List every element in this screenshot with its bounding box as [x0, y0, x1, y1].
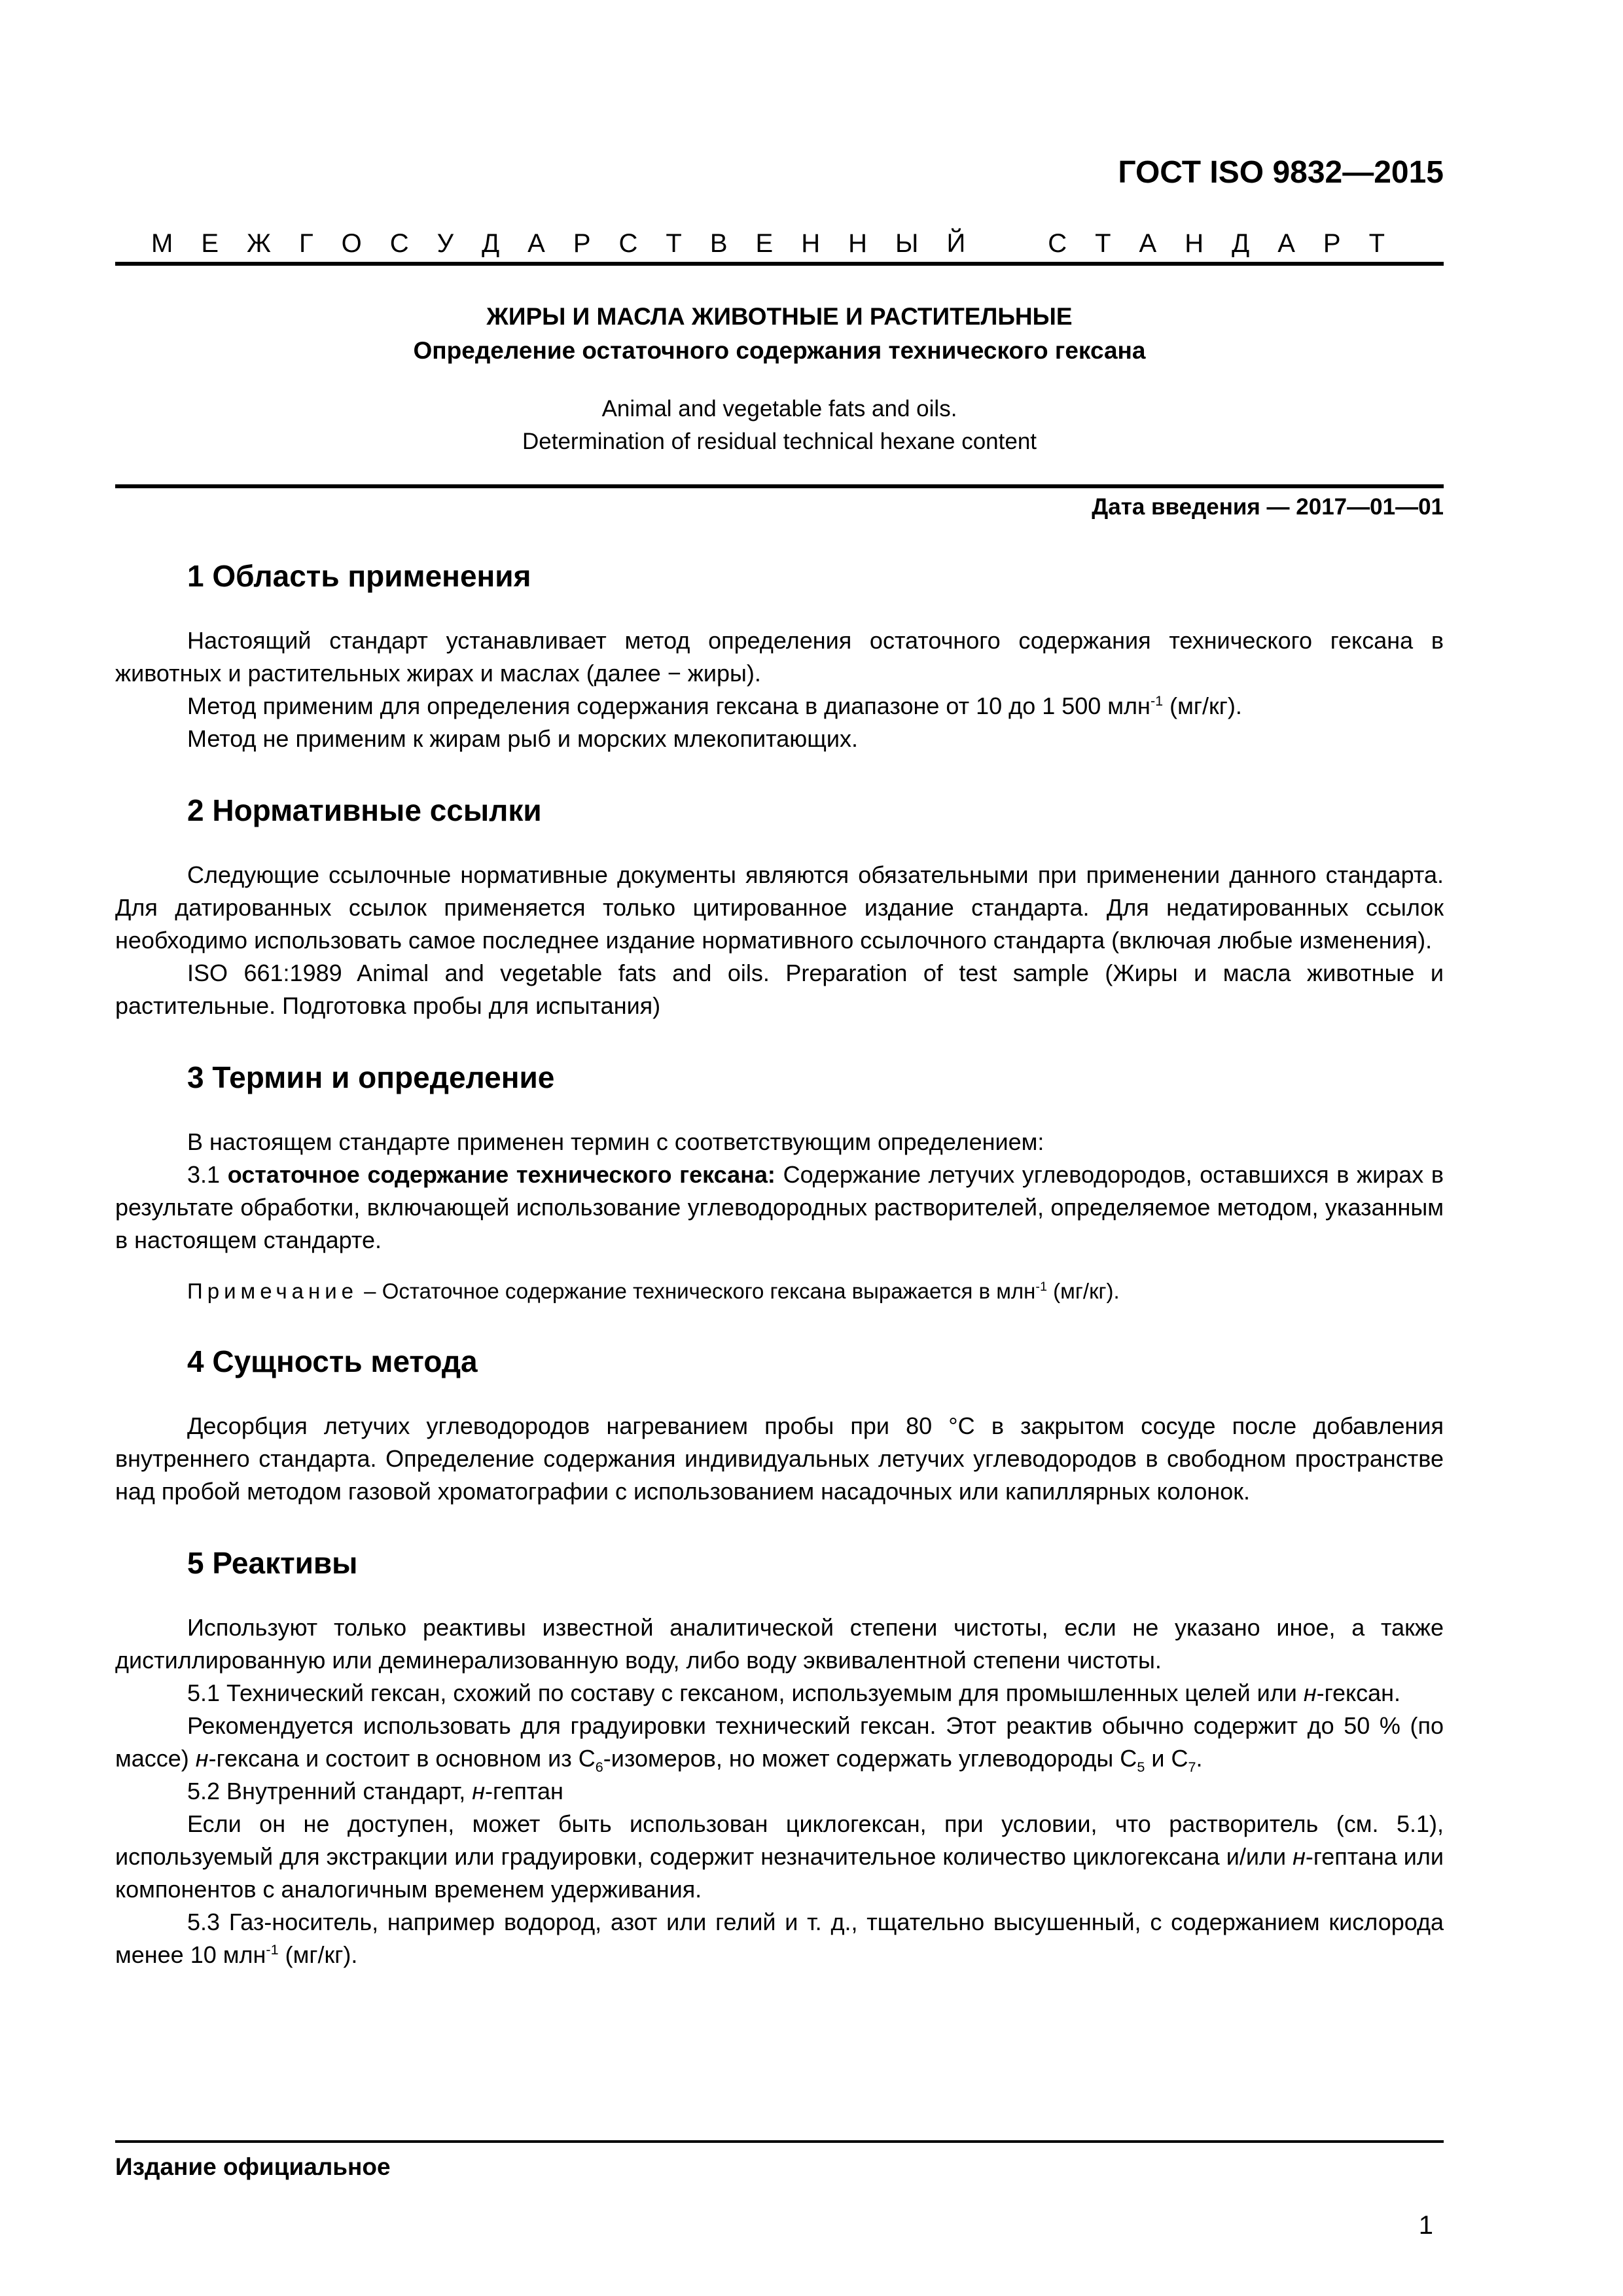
banner-letter: Е [755, 229, 774, 258]
document-id: ГОСТ ISO 9832—2015 [1118, 155, 1444, 190]
banner-letter: Д [482, 229, 500, 258]
banner-letter: Д [1232, 229, 1250, 258]
s5-paragraph-recommend: Рекомендуется использовать для градуировки технический гексан. Этот реактив обычно содержит до 50 % (по массе) н-гексана и состоит в основном из $С_6$-изомеров, но может содержать углеводороды $С_5$ и $С_7$. [115, 1712, 1444, 1776]
banner-letter: Г [298, 229, 313, 258]
banner-letter: С [1048, 229, 1067, 258]
footer-rule [115, 2140, 1444, 2143]
s1-paragraph-1: Настоящий стандарт устанавливает метод определения остаточного содержания технического гексана в животных и растительных жирах и маслах (далее − жиры). [115, 627, 1444, 687]
s5-paragraph-1: Используют только реактивы известной аналитической степени чистоты, если не указано иное, а также дистиллированную или деминерализованную воду, либо воду эквивалентной степени чистоты. [115, 1614, 1444, 1674]
banner-letter: Е [201, 229, 219, 258]
s3-term-definition: 3.1 остаточное содержание технического гексана: Содержание летучих углеводородов, оставшихся в жирах в результате обработки, включающей использование углеводородных растворителей, определяемое методом, указанным в настоящем стандарте. [115, 1161, 1444, 1253]
banner-letter: Ы [895, 229, 919, 258]
title-russian [115, 300, 1444, 368]
banner-letter: М [151, 229, 173, 258]
banner-letter: Н [801, 229, 821, 258]
title-rule [115, 484, 1444, 488]
s5-item-5-2: 5.2 Внутренний стандарт, н-гептан [187, 1778, 563, 1804]
section-3-heading: 3 Термин и определение [187, 1060, 555, 1094]
term-name: остаточное содержание технического гексана: [227, 1161, 776, 1188]
banner-letter: У [437, 229, 454, 258]
page-number: 1 [1418, 2211, 1433, 2240]
banner-letter: Ж [247, 229, 271, 258]
s2-paragraph-1: Следующие ссылочные нормативные документы являются обязательными при применении данного стандарта. Для датированных ссылок применяется только цитированное издание стандарта. Для недатированных ссылок необходимо использовать самое последнее издание нормативного ссылочного стандарта (включая любые изменения). [115, 861, 1444, 954]
s3-paragraph-1: В настоящем стандарте применен термин с соответствующим определением: [187, 1128, 1044, 1155]
section-2-heading: 2 Нормативные ссылки [187, 793, 542, 827]
banner-letter: Т [1368, 229, 1385, 258]
document-page [115, 0, 1444, 2296]
title-ru-line-1: ЖИРЫ И МАСЛА ЖИВОТНЫЕ И РАСТИТЕЛЬНЫЕ [486, 303, 1073, 330]
banner-letter: Р [573, 229, 591, 258]
s1-paragraph-2: Метод применим для определения содержания гексана в диапазоне от 10 до 1 500 млн$^{-1}$ (мг/кг). [187, 692, 1242, 719]
banner-letter: Н [848, 229, 868, 258]
banner-letter: А [1139, 229, 1157, 258]
banner-letter: С [618, 229, 638, 258]
s3-note: Примечание – Остаточное содержание технического гексана выражается в млн$^{-1}$ (мг/кг). [187, 1279, 1120, 1303]
title-english [115, 393, 1444, 458]
section-1-heading: 1 Область применения [187, 559, 531, 593]
top-rule [115, 262, 1444, 266]
title-ru-line-2: Определение остаточного содержания технического гексана [413, 337, 1146, 364]
banner-letter: В [709, 229, 728, 258]
standard-banner [151, 229, 1385, 259]
banner-letter: А [1277, 229, 1295, 258]
s2-paragraph-2: ISO 661:1989 Animal and vegetable fats and oils. Preparation of test sample (Жиры и масла животные и растительные. Подготовка пробы для испытания) [115, 960, 1444, 1019]
banner-letter: Т [1095, 229, 1111, 258]
section-4-heading: 4 Сущность метода [187, 1344, 478, 1378]
banner-letter: Й [946, 229, 966, 258]
s1-paragraph-3: Метод не применим к жирам рыб и морских млекопитающих. [187, 725, 858, 752]
banner-gap [993, 229, 1020, 259]
introduction-date: Дата введения — 2017—01—01 [1092, 494, 1444, 520]
banner-letter: Н [1185, 229, 1204, 258]
section-5-heading: 5 Реактивы [187, 1546, 358, 1580]
document-body [115, 556, 1444, 1971]
banner-letter: Р [1323, 229, 1341, 258]
note-label: Примечание [187, 1279, 359, 1303]
banner-letter: А [527, 229, 545, 258]
s5-paragraph-cyclohexane: Если он не доступен, может быть использован циклогексан, при условии, что растворитель (см. 5.1), используемый для экстракции или градуировки, содержит незначительное количество циклогексана и/или н-гептана или компонентов с аналогичным временем удерживания. [115, 1810, 1444, 1903]
title-en-line-1: Animal and vegetable fats and oils. [601, 396, 957, 422]
banner-letter: О [341, 229, 362, 258]
title-en-line-2: Determination of residual technical hexane content [522, 429, 1037, 454]
s4-paragraph-1: Десорбция летучих углеводородов нагреванием пробы при 80 °С в закрытом сосуде после добавления внутреннего стандарта. Определение содержания индивидуальных летучих углеводородов в свободном пространстве над пробой методом газовой хроматографии с использованием насадочных или капиллярных колонок. [115, 1412, 1444, 1505]
banner-letter: С [389, 229, 409, 258]
banner-letter: Т [666, 229, 682, 258]
official-edition-label: Издание официальное [115, 2153, 391, 2180]
s5-item-5-3: 5.3 Газ-носитель, например водород, азот или гелий и т. д., тщательно высушенный, с содержанием кислорода менее 10 млн$^{-1}$ (мг/кг). [115, 1909, 1444, 1968]
s5-item-5-1: 5.1 Технический гексан, схожий по составу с гексаном, используемым для промышленных целей или н-гексан. [187, 1679, 1401, 1706]
